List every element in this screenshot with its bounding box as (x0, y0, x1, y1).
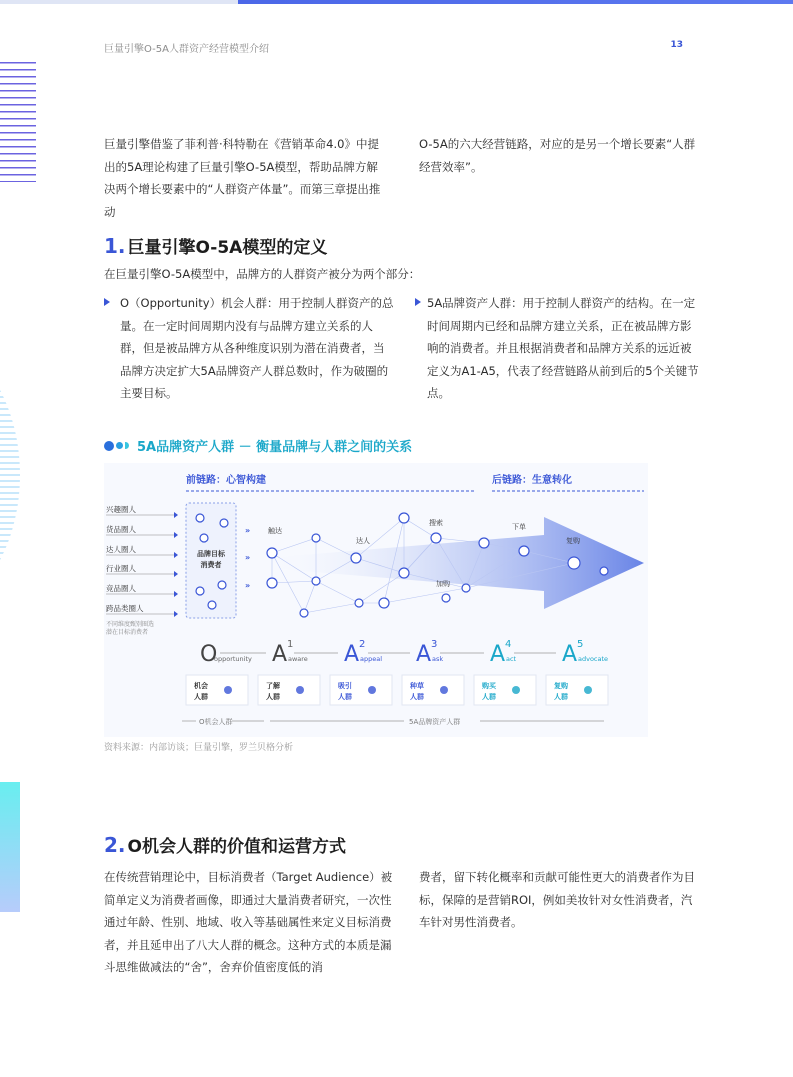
section2-title: O机会人群的价值和运营方式 (127, 837, 346, 857)
svg-text:opportunity: opportunity (214, 655, 252, 663)
section2-heading (104, 832, 346, 857)
svg-text:1: 1 (287, 639, 294, 650)
decorative-circle (0, 330, 20, 620)
bullet-5a (415, 292, 700, 405)
section1-intro: 在巨量引擎O-5A模型中，品牌方的人群资产被分为两个部分： (104, 267, 421, 281)
section2-paragraph-right: 费者，留下转化概率和贡献可能性更大的消费者作为目标，保障的是营销ROI，例如美妆针对女性消费者，汽车针对男性消费者。 (419, 870, 695, 929)
circle-label: 货品圈人 (106, 525, 136, 534)
svg-text:购买: 购买 (482, 682, 496, 690)
svg-text:人群: 人群 (338, 693, 352, 701)
node-label-add-to-cart: 加购 (436, 580, 450, 588)
figure-title (104, 436, 412, 455)
svg-text:aware: aware (288, 655, 308, 663)
top-accent-bar (0, 0, 793, 4)
section2-number: 2. (104, 833, 126, 857)
front-chain-label: 前链路：心智构建 (186, 475, 266, 486)
intro-paragraph-left: 巨量引擎借鉴了菲利普·科特勒在《营销革命4.0》中提出的5A理论构建了巨量引擎O-5A模型，帮助品牌方解决两个增长要素中的“人群资产体量”。而第三章提出推动 (104, 137, 381, 219)
svg-text:»: » (245, 553, 251, 562)
svg-text:人群: 人群 (194, 693, 208, 701)
running-header: 巨量引擎O-5A人群资产经营模型介绍 (104, 44, 269, 55)
circles-note-line2: 潜在目标消费者 (106, 629, 149, 636)
svg-text:»: » (245, 526, 251, 535)
svg-text:5: 5 (577, 639, 584, 650)
svg-text:A: A (416, 642, 432, 667)
o5a-diagram (104, 463, 648, 737)
bullet-opportunity-text: O（Opportunity）机会人群：用于控制人群资产的总量。在一定时间周期内没有与品牌方建立关系的人群，但是被品牌方从各种维度识别为潜在消费者，当品牌方决定扩大5A品牌资产人群总数时，作为破圈的主要目标。 (120, 296, 394, 400)
section1-number: 1. (104, 234, 126, 258)
svg-text:吸引: 吸引 (338, 682, 352, 690)
svg-text:4: 4 (505, 639, 512, 650)
svg-text:ask: ask (432, 655, 444, 663)
circle-label: 竞品圈人 (106, 584, 136, 593)
bullet-opportunity (104, 292, 394, 405)
svg-text:A: A (344, 642, 360, 667)
svg-text:复购: 复购 (554, 682, 568, 690)
svg-text:A: A (562, 642, 578, 667)
intro-paragraph-right: O-5A的六大经营链路，对应的是另一个增长要素“人群经营效率”。 (419, 137, 696, 174)
node-label-reach: 触达 (268, 527, 282, 535)
figure-source: 资料来源：内部访谈；巨量引擎，罗兰贝格分析 (104, 743, 294, 753)
svg-text:了解: 了解 (266, 682, 280, 690)
svg-text:»: » (245, 581, 251, 590)
bottom-label-5a: 5A品牌资产人群 (409, 718, 461, 726)
circle-label: 达人圈人 (106, 545, 136, 554)
section1-heading (104, 233, 327, 258)
dots-icon (104, 441, 129, 451)
target-box-label2: 消费者 (200, 561, 222, 569)
svg-text:人群: 人群 (482, 693, 496, 701)
node-label-search: 搜索 (429, 519, 443, 527)
circle-label: 兴趣圈人 (106, 505, 136, 514)
svg-text:人群: 人群 (554, 693, 568, 701)
svg-text:人群: 人群 (266, 693, 280, 701)
node-label-order: 下单 (512, 523, 526, 531)
back-chain-label: 后链路：生意转化 (492, 475, 572, 486)
circles-note-line1: 不同维度甄别圈选 (106, 621, 155, 628)
svg-text:机会: 机会 (194, 682, 208, 690)
svg-text:advocate: advocate (578, 655, 609, 663)
svg-text:A: A (490, 642, 506, 667)
page-number: 13 (670, 40, 683, 50)
bottom-label-opportunity: O机会人群 (199, 718, 233, 726)
node-label-kol: 达人 (356, 537, 370, 545)
circle-label: 跨品类圈人 (106, 604, 144, 613)
svg-text:O: O (200, 642, 218, 667)
svg-text:3: 3 (431, 639, 438, 650)
bullet-triangle-icon (415, 298, 421, 306)
figure-title-text: 5A品牌资产人群 － 衡量品牌与人群之间的关系 (137, 440, 413, 455)
section1-title: 巨量引擎O-5A模型的定义 (127, 238, 328, 258)
svg-text:act: act (506, 655, 517, 663)
svg-text:appeal: appeal (360, 655, 383, 663)
svg-text:A: A (272, 642, 288, 667)
svg-text:人群: 人群 (410, 693, 424, 701)
bullet-triangle-icon (104, 298, 110, 306)
svg-text:2: 2 (359, 639, 366, 650)
svg-text:种草: 种草 (410, 682, 424, 690)
decorative-gradient-bar (0, 782, 20, 912)
target-box-label1: 品牌目标 (197, 550, 225, 558)
node-label-repurchase: 复购 (566, 537, 580, 545)
circle-label: 行业圈人 (106, 564, 136, 573)
section2-paragraph-left: 在传统营销理论中，目标消费者（Target Audience）被简单定义为消费者画像，即通过大量消费者研究，一次性通过年龄、性别、地域、收入等基础属性来定义目标消费者，并且延申出了八大人群的概念。这种方式的本质是漏斗思维做减法的“舍”，舍弃价值密度低的消 (104, 870, 393, 974)
bullet-5a-text: 5A品牌资产人群：用于控制人群资产的结构。在一定时间周期内已经和品牌方建立关系，正在被品牌方影响的消费者。并且根据消费者和品牌方关系的远近被定义为A1-A5，代表了经营链路从前到后的5个关键节点。 (427, 296, 699, 400)
decorative-stripes (0, 62, 36, 182)
